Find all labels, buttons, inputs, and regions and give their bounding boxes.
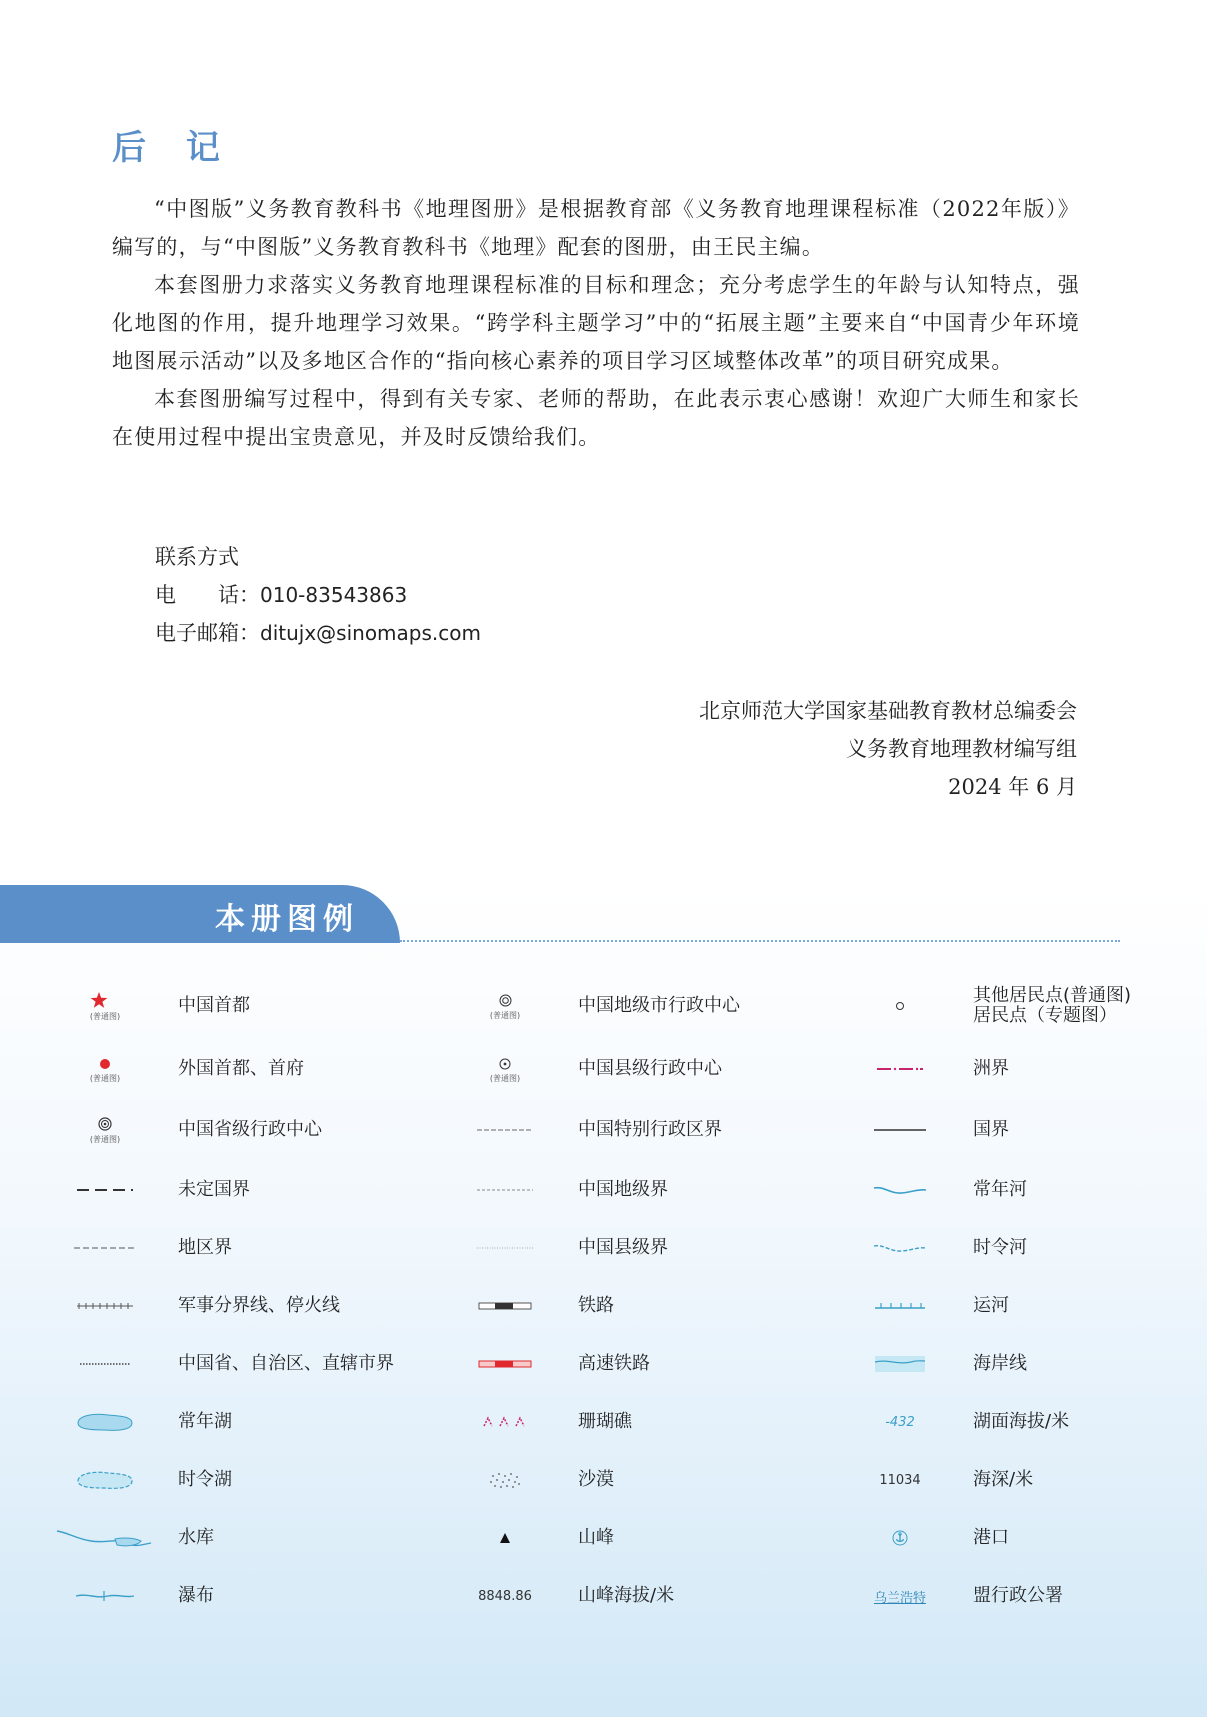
legend-label: 瀑布 <box>178 1585 214 1606</box>
province-center-icon <box>50 1110 160 1150</box>
legend-label: 中国县级行政中心 <box>578 1058 722 1079</box>
paragraph-3: 本套图册编写过程中，得到有关专家、老师的帮助，在此表示衷心感谢！欢迎广大师生和家长在使用过程中提出宝贵意见，并及时反馈给我们。 <box>112 387 1080 449</box>
legend-label: 海岸线 <box>973 1353 1027 1374</box>
legend-label: 珊瑚礁 <box>578 1411 632 1432</box>
legend-label: 时令湖 <box>178 1469 232 1490</box>
paragraph-2: 本套图册力求落实义务教育地理课程标准的目标和理念；充分考虑学生的年龄与认知特点，强化地图的作用，提升地理学习效果。“跨学科主题学习”中的“拓展主题”主要来自“中国青少年环境地图展示活动”以及多地区合作的“指向核心素养的项目学习区域整体改革”的项目研究成果。 <box>112 273 1080 373</box>
seasonal-lake-icon <box>50 1460 160 1500</box>
email-label: 电子邮箱： <box>155 621 260 645</box>
legend-label: 盟行政公署 <box>973 1585 1063 1606</box>
legend-label: 未定国界 <box>178 1179 250 1200</box>
national-border-icon <box>845 1110 955 1150</box>
symbol-sublabel: (普通图) <box>489 1074 521 1083</box>
reservoir-icon <box>50 1518 160 1558</box>
legend-label: 地区界 <box>178 1237 232 1258</box>
prefecture-center-icon <box>450 986 560 1026</box>
perennial-river-icon <box>845 1170 955 1210</box>
symbol-sublabel: (普通图) <box>89 1011 121 1021</box>
legend-label: 常年河 <box>973 1179 1027 1200</box>
contact-phone-row <box>155 576 481 614</box>
legend-label: 高速铁路 <box>578 1353 650 1374</box>
legend-label: 中国省、自治区、直辖市界 <box>178 1353 394 1374</box>
legend-label: 沙漠 <box>578 1469 614 1490</box>
legend-label: 水库 <box>178 1527 214 1548</box>
capital-star-icon <box>50 986 160 1026</box>
legend-label: 中国县级界 <box>578 1237 668 1258</box>
legend-label: 中国地级市行政中心 <box>578 995 740 1016</box>
legend-label: 中国地级界 <box>578 1179 668 1200</box>
desert-icon <box>450 1460 560 1500</box>
region-border-icon <box>50 1228 160 1268</box>
page-title: 后 记 <box>112 128 234 168</box>
canal-icon <box>845 1286 955 1326</box>
continent-border-icon <box>845 1049 955 1089</box>
phone-label: 电 话： <box>155 583 260 607</box>
settlement-icon <box>845 986 955 1026</box>
legend-label: 山峰 <box>578 1527 614 1548</box>
foreign-capital-icon <box>50 1049 160 1089</box>
legend-label: 湖面海拔/米 <box>973 1411 1070 1432</box>
contact-heading: 联系方式 <box>155 545 239 569</box>
signature-line-2: 义务教育地理教材编写组 <box>846 737 1077 761</box>
high-speed-rail-icon <box>450 1344 560 1384</box>
email-value: ditujx@sinomaps.com <box>260 621 481 645</box>
county-border-icon <box>450 1228 560 1268</box>
legend-label: 中国省级行政中心 <box>178 1119 322 1140</box>
legend-label: 港口 <box>973 1527 1009 1548</box>
legend-label: 国界 <box>973 1119 1009 1140</box>
symbol-sublabel: (普通图) <box>489 1011 521 1020</box>
legend-divider <box>400 940 1120 942</box>
league-office-sample: 乌兰浩特 <box>873 1590 926 1606</box>
legend-label: 中国特别行政区界 <box>578 1119 722 1140</box>
legend-label: 常年湖 <box>178 1411 232 1432</box>
undetermined-border-icon <box>50 1170 160 1210</box>
waterfall-icon <box>50 1576 160 1616</box>
railway-icon <box>450 1286 560 1326</box>
sea-depth-sample: 11034 <box>879 1472 921 1488</box>
ceasefire-line-icon <box>50 1286 160 1326</box>
anchor-icon <box>845 1518 955 1558</box>
sar-border-icon <box>450 1110 560 1150</box>
contact-email-row <box>155 614 481 652</box>
signature-date: 2024 年 6 月 <box>948 775 1077 799</box>
legend-label: 中国首都 <box>178 995 250 1016</box>
coastline-icon <box>845 1344 955 1384</box>
phone-value: 010-83543863 <box>260 583 408 607</box>
legend-label: 山峰海拔/米 <box>578 1585 675 1606</box>
afterword-body <box>112 190 1080 456</box>
legend-label: 铁路 <box>578 1295 614 1316</box>
legend-label: 军事分界线、停火线 <box>178 1295 340 1316</box>
lake-elevation-sample: -432 <box>885 1414 915 1430</box>
signature-line-1: 北京师范大学国家基础教育教材总编委会 <box>699 699 1077 723</box>
legend-label: 洲界 <box>973 1058 1009 1079</box>
legend-title: 本册图例 <box>215 902 359 937</box>
prefecture-border-icon <box>450 1170 560 1210</box>
symbol-sublabel: (普通图) <box>89 1135 121 1144</box>
legend-label <box>973 986 1131 1026</box>
legend-label: 时令河 <box>973 1237 1027 1258</box>
peak-elevation-sample: 8848.86 <box>478 1588 532 1604</box>
legend-label: 海深/米 <box>973 1469 1034 1490</box>
legend-label-line-1: 其他居民点(普通图) <box>973 985 1132 1006</box>
coral-reef-icon <box>450 1402 560 1442</box>
symbol-sublabel: (普通图) <box>89 1074 121 1083</box>
county-center-icon <box>450 1049 560 1089</box>
perennial-lake-icon <box>50 1402 160 1442</box>
province-border-icon <box>50 1344 160 1384</box>
signature-block <box>699 692 1077 806</box>
contact-block <box>155 538 481 652</box>
legend-label-line-2: 居民点（专题图） <box>973 1005 1117 1026</box>
seasonal-river-icon <box>845 1228 955 1268</box>
legend-label: 运河 <box>973 1295 1009 1316</box>
paragraph-1: “中图版”义务教育教科书《地理图册》是根据教育部《义务教育地理课程标准（2022年版）》编写的，与“中图版”义务教育教科书《地理》配套的图册，由王民主编。 <box>112 197 1080 259</box>
mountain-peak-icon <box>450 1518 560 1558</box>
legend-label: 外国首都、首府 <box>178 1058 304 1079</box>
